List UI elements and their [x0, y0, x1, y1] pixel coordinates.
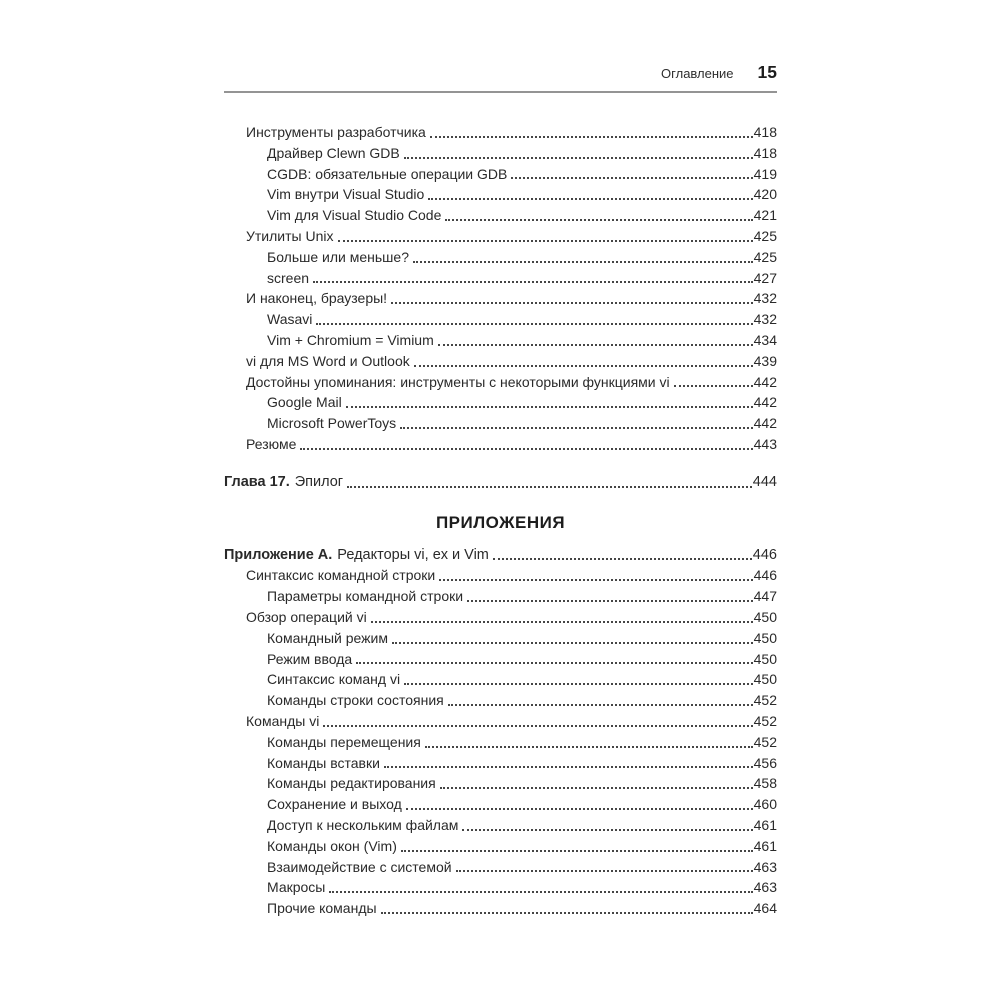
entry-page: 418	[753, 144, 777, 161]
entry-page: 444	[752, 473, 777, 490]
dot-leader	[511, 177, 752, 179]
entry-page: 432	[753, 290, 777, 307]
entry-label: Обзор операций vi	[246, 608, 367, 625]
dot-leader	[438, 344, 753, 346]
chapter-prefix: Приложение А.	[224, 546, 333, 563]
toc-entry	[224, 836, 777, 857]
toc-entry	[224, 649, 777, 670]
toc-entry	[224, 122, 777, 143]
toc-entry	[224, 247, 777, 268]
toc-entry	[224, 226, 777, 247]
entry-label: screen	[267, 269, 310, 286]
toc-entry	[224, 434, 777, 455]
entry-label: Команды vi	[246, 712, 320, 729]
dot-leader	[300, 448, 752, 450]
dot-leader	[404, 683, 753, 685]
toc-entry-chapter17	[224, 472, 777, 493]
header-title: Оглавление	[661, 66, 734, 81]
entry-page: 452	[753, 733, 777, 750]
toc-entry	[224, 164, 777, 185]
entry-label: Команды вставки	[267, 754, 380, 771]
dot-leader	[425, 746, 753, 748]
dot-leader	[674, 385, 753, 387]
entry-page: 450	[753, 629, 777, 646]
entry-label: Wasavi	[267, 311, 313, 328]
dot-leader	[467, 600, 753, 602]
entry-label: CGDB: обязательные операции GDB	[267, 165, 508, 182]
entry-label: Синтаксис команд vi	[267, 671, 401, 688]
entry-page: 452	[753, 692, 777, 709]
toc-entry	[224, 877, 777, 898]
dot-leader	[404, 157, 753, 159]
entry-page: 461	[753, 816, 777, 833]
entry-label: Google Mail	[267, 394, 342, 411]
dot-leader	[384, 766, 753, 768]
toc-list-appendix	[224, 545, 777, 919]
entry-page: 460	[753, 796, 777, 813]
toc-entry	[224, 205, 777, 226]
part-heading: ПРИЛОЖЕНИЯ	[435, 512, 566, 532]
entry-page: 458	[753, 775, 777, 792]
dot-leader	[347, 486, 752, 488]
entry-label: Достойны упоминания: инструменты с некоторыми функциями vi	[246, 373, 670, 390]
entry-label: Взаимодействие с системой	[267, 858, 452, 875]
entry-page: 420	[753, 186, 777, 203]
dot-leader	[329, 891, 752, 893]
entry-label: Командный режим	[267, 629, 388, 646]
toc-entry	[224, 857, 777, 878]
entry-label: vi для MS Word и Outlook	[246, 352, 410, 369]
dot-leader	[448, 704, 753, 706]
toc-entry	[224, 815, 777, 836]
dot-leader	[430, 136, 753, 138]
dot-leader	[440, 787, 753, 789]
entry-label: Макросы	[267, 879, 326, 896]
entry-page: 447	[753, 588, 777, 605]
entry-page: 439	[753, 352, 777, 369]
toc-entry	[224, 268, 777, 289]
dot-leader	[401, 850, 753, 852]
entry-label: Эпилог	[294, 473, 344, 490]
entry-page: 434	[753, 331, 777, 348]
entry-page: 461	[753, 837, 777, 854]
entry-label: Прочие команды	[267, 900, 377, 917]
entry-page: 456	[753, 754, 777, 771]
toc-entry	[224, 184, 777, 205]
entry-page: 442	[753, 373, 777, 390]
dot-leader	[439, 579, 752, 581]
entry-label: Сохранение и выход	[267, 796, 402, 813]
chapter-prefix: Глава 17.	[224, 473, 290, 490]
entry-label: Команды окон (Vim)	[267, 837, 397, 854]
dot-leader	[414, 365, 753, 367]
entry-label: Режим ввода	[267, 650, 353, 667]
entry-page: 450	[753, 671, 777, 688]
dot-leader	[338, 240, 753, 242]
entry-page: 442	[753, 394, 777, 411]
toc-entry	[224, 628, 777, 649]
toc-entry	[224, 669, 777, 690]
toc-entry	[224, 773, 777, 794]
toc-entry	[224, 898, 777, 919]
page-header	[224, 62, 777, 93]
toc-entry	[224, 309, 777, 330]
toc-entry	[224, 690, 777, 711]
entry-page: 425	[753, 248, 777, 265]
entry-page: 446	[752, 546, 777, 563]
entry-label: Синтаксис командной строки	[246, 567, 436, 584]
entry-label: Резюме	[246, 435, 297, 452]
toc-entry	[224, 372, 777, 393]
entry-label: Доступ к нескольким файлам	[267, 816, 459, 833]
entry-page: 421	[753, 207, 777, 224]
toc-list-chapter16	[224, 122, 777, 455]
header-page-number: 15	[757, 62, 777, 82]
dot-leader	[313, 281, 753, 283]
entry-page: 419	[753, 165, 777, 182]
dot-leader	[392, 642, 753, 644]
entry-label: Vim + Chromium = Vimium	[267, 331, 434, 348]
entry-page: 425	[753, 227, 777, 244]
toc-entry	[224, 413, 777, 434]
dot-leader	[456, 870, 753, 872]
entry-page: 443	[753, 435, 777, 452]
entry-page: 450	[753, 608, 777, 625]
entry-label: Vim внутри Visual Studio	[267, 186, 425, 203]
toc-entry	[224, 753, 777, 774]
toc-entry	[224, 607, 777, 628]
toc-entry	[224, 143, 777, 164]
dot-leader	[462, 829, 752, 831]
page-content	[224, 62, 777, 919]
entry-label: Больше или меньше?	[267, 248, 409, 265]
entry-label: Драйвер Clewn GDB	[267, 144, 400, 161]
entry-label: И наконец, браузеры!	[246, 290, 388, 307]
entry-page: 463	[753, 879, 777, 896]
toc-entry	[224, 330, 777, 351]
entry-label: Microsoft PowerToys	[267, 415, 397, 432]
dot-leader	[428, 198, 752, 200]
dot-leader	[316, 323, 752, 325]
toc-entry	[224, 288, 777, 309]
entry-page: 418	[753, 124, 777, 140]
entry-page: 432	[753, 311, 777, 328]
entry-page: 427	[753, 269, 777, 286]
entry-label: Параметры командной строки	[267, 588, 464, 605]
toc-entry	[224, 711, 777, 732]
entry-label: Инструменты разработчика	[246, 124, 426, 140]
dot-leader	[371, 621, 753, 623]
toc-entry	[224, 732, 777, 753]
dot-leader	[381, 912, 753, 914]
dot-leader	[400, 427, 752, 429]
toc-entry	[224, 565, 777, 586]
entry-page: 442	[753, 415, 777, 432]
entry-page: 446	[753, 567, 777, 584]
dot-leader	[356, 662, 752, 664]
entry-label: Команды строки состояния	[267, 692, 444, 709]
toc-entry	[224, 392, 777, 413]
entry-page: 463	[753, 858, 777, 875]
entry-label: Команды перемещения	[267, 733, 421, 750]
dot-leader	[346, 406, 753, 408]
dot-leader	[323, 725, 752, 727]
entry-page: 450	[753, 650, 777, 667]
entry-page: 452	[753, 712, 777, 729]
toc-entry	[224, 586, 777, 607]
dot-leader	[406, 808, 753, 810]
toc-entry	[224, 351, 777, 372]
dot-leader	[445, 219, 752, 221]
toc-entry	[224, 794, 777, 815]
dot-leader	[391, 302, 753, 304]
dot-leader	[493, 558, 752, 560]
dot-leader	[413, 261, 753, 263]
entry-label: Редакторы vi, ex и Vim	[337, 546, 489, 563]
toc-entry	[224, 545, 777, 566]
entry-label: Команды редактирования	[267, 775, 436, 792]
entry-label: Утилиты Unix	[246, 227, 334, 244]
entry-page: 464	[753, 900, 777, 917]
entry-label: Vim для Visual Studio Code	[267, 207, 442, 224]
